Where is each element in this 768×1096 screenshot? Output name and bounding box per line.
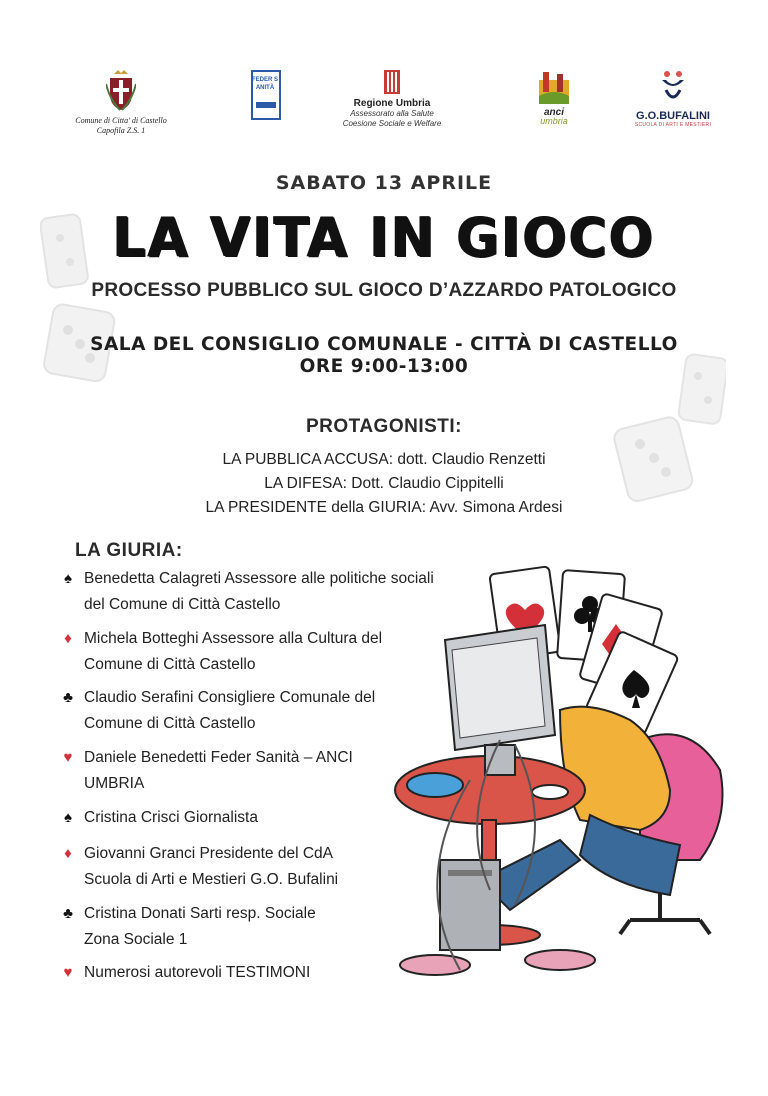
event-venue: SALA DEL CONSIGLIO COMUNALE - CITTÀ DI CASTELLO <box>90 334 678 355</box>
person-body <box>560 707 670 830</box>
juror-line1: Benedetta Calagreti Assessore alle politiche sociali <box>84 570 434 587</box>
feder-sanita-logo <box>250 70 282 124</box>
coat-of-arms-icon <box>106 70 136 112</box>
comune-logo <box>66 70 176 136</box>
juror-line2: Comune di Città Castello <box>84 715 256 732</box>
umbria-label: umbria <box>540 116 568 126</box>
protagonisti-list <box>0 448 768 520</box>
juror-line2: Scuola di Arti e Mestieri G.O. Bufalini <box>84 871 339 888</box>
giuria-heading: LA GIURIA: <box>75 540 183 561</box>
juror-line2: Zona Sociale 1 <box>84 931 188 948</box>
bufalini-logo <box>628 70 718 128</box>
club-icon: ♣ <box>63 689 73 706</box>
juror-line1: Cristina Donati Sarti resp. Sociale <box>84 905 316 922</box>
anci-label: anci <box>543 107 564 118</box>
spade-icon: ♠ <box>64 809 72 826</box>
partner-logos <box>0 70 768 150</box>
juror-line1: Daniele Benedetti Feder Sanità – ANCI <box>84 749 353 766</box>
regione-line1: Assessorato alla Salute <box>350 109 434 118</box>
juror-line2: del Comune di Città Castello <box>84 596 281 613</box>
heart-icon: ♥ <box>63 964 73 981</box>
juror-line2: Comune di Città Castello <box>84 656 256 673</box>
bufalini-emblem-icon <box>658 70 688 106</box>
comune-caption-line2: Capofila Z.S. 1 <box>96 126 146 135</box>
comune-caption-line1: Comune di Citta' di Castello <box>75 116 167 125</box>
regione-emblem-icon <box>384 70 400 94</box>
juror-line2: UMBRIA <box>84 775 145 792</box>
bufalini-subtitle: SCUOLA DI ARTI E MESTIERI <box>634 122 712 128</box>
juror-line1: Claudio Serafini Consigliere Comunale del <box>84 689 376 706</box>
regione-line2: Coesione Sociale e Welfare <box>342 119 442 128</box>
bufalini-title: G.O.BUFALINI <box>636 110 710 122</box>
event-title: LA VITA IN GIOCO <box>112 206 656 270</box>
juror-line1: Michela Botteghi Assessore alla Cultura del <box>84 630 383 647</box>
anci-emblem-icon <box>537 70 571 104</box>
regione-title: Regione Umbria <box>353 98 431 109</box>
heart-icon: ♥ <box>63 749 73 766</box>
juror-line1: Giovanni Granci Presidente del CdA <box>84 845 333 862</box>
club-icon: ♣ <box>63 905 73 922</box>
feder-sanita-label: FEDER SANITÀ <box>252 77 279 91</box>
spade-icon: ♠ <box>64 570 72 587</box>
protagonista-accusa: LA PUBBLICA ACCUSA: dott. Claudio Renzetti <box>222 451 546 468</box>
diamond-icon: ♦ <box>64 845 72 862</box>
regione-umbria-logo <box>338 70 446 129</box>
juror-line1: Cristina Crisci Giornalista <box>84 809 258 826</box>
event-date: SABATO 13 APRILE <box>275 172 493 194</box>
event-time: ORE 9:00-13:00 <box>299 356 469 377</box>
protagonista-presidente: LA PRESIDENTE della GIURIA: Avv. Simona Ardesi <box>205 499 563 516</box>
protagonista-difesa: LA DIFESA: Dott. Claudio Cippitelli <box>264 475 504 492</box>
juror-line1: Numerosi autorevoli TESTIMONI <box>84 964 311 981</box>
protagonisti-heading: PROTAGONISTI: <box>305 416 463 437</box>
event-subtitle: PROCESSO PUBBLICO SUL GIOCO D’AZZARDO PATOLOGICO <box>91 280 677 301</box>
anci-umbria-logo <box>534 70 574 126</box>
diamond-icon: ♦ <box>64 630 72 647</box>
event-venue-block <box>0 334 768 378</box>
